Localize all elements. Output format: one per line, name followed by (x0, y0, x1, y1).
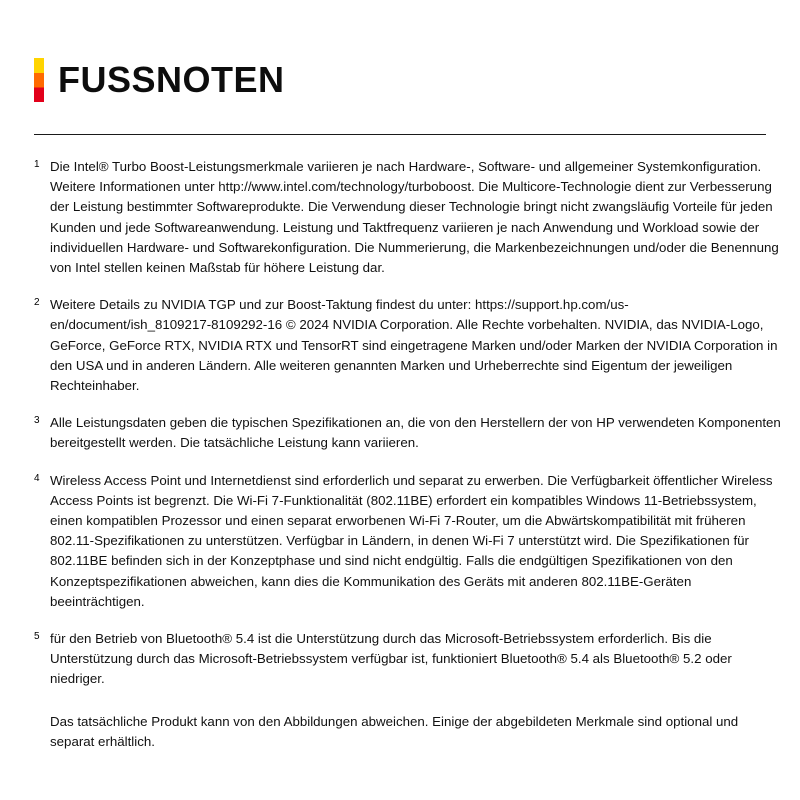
footnote-text: Das tatsächliche Produkt kann von den Abbildungen abweichen. Einige der abgebildeten Merkmale sind optional und separat erhältlich. (50, 713, 739, 749)
footnote-text: Wireless Access Point und Internetdienst sind erforderlich und separat zu erwerben. Die Verfügbarkeit öffentlicher Wireless Access Points ist begrenzt. Die Wi-Fi 7-Funktionalität (802.11BE) erfordert ein kompatibles Windows 11-Betriebssystem, einen kompatiblen Prozessor und einen separat erworbenen Wi-Fi 7-Router, um die Abwärtskompatibilität mit früheren 802.11-Spezifikationen zu unterstützen. Verfügbar in Ländern, in denen Wi-Fi 7 unterstützt wird. Die Spezifikationen für 802.11BE befinden sich in der Konzeptphase und sind nicht endgültig. Falls die endgültigen Spezifikationen von den Konzeptspezifikationen abweichen, kann dies die Kommunikation des Geräts mit anderen 802.11BE-Geräten beeinträchtigen. (50, 472, 773, 609)
page-title: FUSSNOTEN (58, 59, 285, 100)
footnote-marker: 2 (34, 297, 40, 309)
footnote-marker: 5 (34, 631, 40, 643)
footnote-marker: 3 (34, 415, 40, 427)
footnote-marker: 4 (34, 472, 40, 484)
footnote-text: Alle Leistungsdaten geben die typischen Spezifikationen an, die von den Herstellern der von HP verwendeten Komponenten bereitgestellt werden. Die tatsächliche Leistung kann variieren. (50, 415, 781, 451)
footnote-item (34, 295, 786, 396)
footnote-text: Die Intel® Turbo Boost-Leistungsmerkmale variieren je nach Hardware-, Software- und allgemeiner Systemkonfiguration. Weitere Informationen unter http://www.intel.com/technology/turboboost. Die Multicore-Technologie dient zur Verbesserung der Leistung bestimmter Softwareprodukte. Die Verwendung dieser Technologie bringt nicht zwangsläufig Vorteile für jeden Kunden und jede Softwareanwendung. Leistung und Taktfrequenz variieren je nach Anwendung und Workload sowie der individuellen Hardware- und Softwarekonfiguration. Die Nummerierung, die Markenbezeichnungen und/oder die Benennung von Intel stellen keinen Maßstab für höhere Leistung dar. (50, 159, 779, 276)
footnote-marker (34, 712, 50, 715)
hp-accent-bar-icon (34, 58, 44, 102)
footnote-text: für den Betrieb von Bluetooth® 5.4 ist die Unterstützung durch das Microsoft-Betriebssystem erforderlich. Bis die Unterstützung durch das Microsoft-Betriebssystem verfügbar ist, funktioniert Bluetooth® 5.4 als Bluetooth® 5.2 oder niedriger. (50, 631, 732, 687)
footnote-item (34, 157, 786, 278)
footnote-disclaimer (34, 712, 786, 752)
header-divider (34, 134, 766, 135)
page-header (22, 0, 778, 102)
footnote-item (34, 629, 786, 690)
footnotes-list (34, 157, 786, 752)
footnote-item (34, 471, 786, 612)
footnote-text: Weitere Details zu NVIDIA TGP und zur Boost-Taktung findest du unter: https://support.hp.com/us-en/document/ish_8109217-8109292-16 © 2024 NVIDIA Corporation. Alle Rechte vorbehalten. NVIDIA, das NVIDIA-Logo, GeForce, GeForce RTX, NVIDIA RTX und TensorRT sind eingetragene Marken und/oder Marken der NVIDIA Corporation in den USA und in anderen Ländern. Alle weiteren genannten Marken und Urheberrechte sind Eigentum der jeweiligen Rechteinhaber. (50, 297, 778, 394)
footnote-marker: 1 (34, 159, 40, 170)
footnote-item (34, 413, 786, 453)
